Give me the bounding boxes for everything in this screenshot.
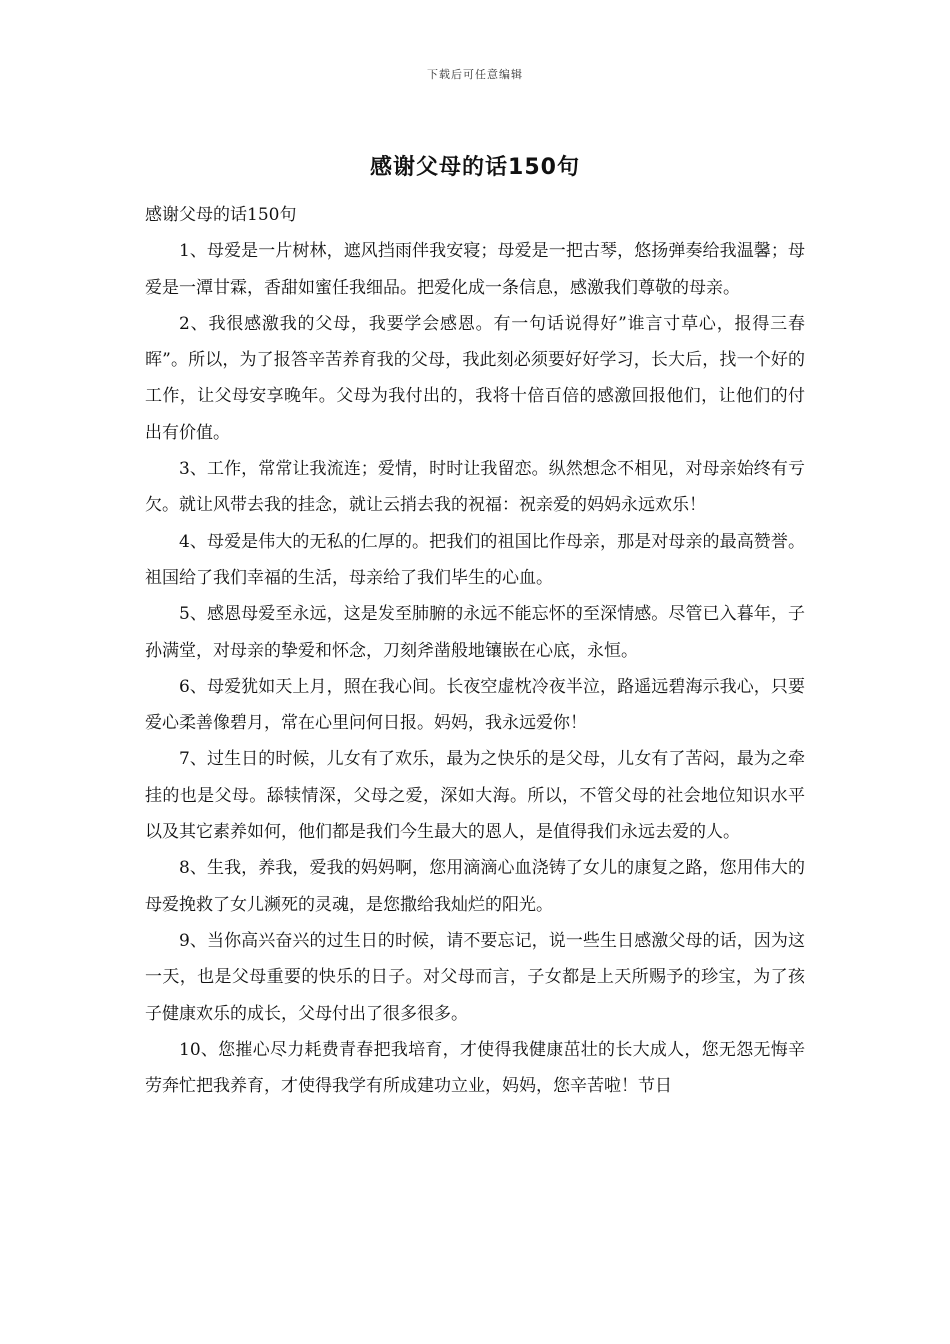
paragraph: 9、当你高兴奋兴的过生日的时候，请不要忘记，说一些生日感激父母的话，因为这一天，也是父母重要的快乐的日子。对父母而言，子女都是上天所赐予的珍宝，为了孩子健康欢乐的成长，父母付出了很多很多。 [145,930,805,1024]
paragraph: 10、您摧心尽力耗费青春把我培育，才使得我健康茁壮的长大成人，您无怨无悔辛劳奔忙把我养育，才使得我学有所成建功立业，妈妈，您辛苦啦！节日 [145,1039,805,1097]
paragraph: 4、母爱是伟大的无私的仁厚的。把我们的祖国比作母亲，那是对母亲的最高赞誉。祖国给了我们幸福的生活，母亲给了我们毕生的心血。 [145,531,805,588]
document-body [145,197,805,1104]
document-subtitle: 感谢父母的话150句 [145,205,297,225]
paragraph: 8、生我，养我，爱我的妈妈啊，您用滴滴心血浇铸了女儿的康复之路，您用伟大的母爱挽救了女儿濒死的灵魂，是您撒给我灿烂的阳光。 [145,858,805,915]
document-title: 感谢父母的话150句 [370,155,580,180]
page-header-note: 下载后可任意编辑 [427,68,523,81]
paragraph: 6、母爱犹如天上月，照在我心间。长夜空虚枕冷夜半泣，路遥远碧海示我心，只要爱心柔善像碧月，常在心里问何日报。妈妈，我永远爱你！ [145,676,805,734]
paragraph: 5、感恩母爱至永远，这是发至肺腑的永远不能忘怀的至深情感。尽管已入暮年，子孙满堂，对母亲的挚爱和怀念，刀刻斧凿般地镶嵌在心底，永恒。 [145,604,805,661]
paragraph: 2、我很感激我的父母，我要学会感恩。有一句话说得好”谁言寸草心，报得三春晖”。所以，为了报答辛苦养育我的父母，我此刻必须要好好学习，长大后，找一个好的工作，让父母安享晚年。父母为我付出的，我将十倍百倍的感激回报他们，让他们的付出有价值。 [145,313,805,443]
paragraph: 7、过生日的时候，儿女有了欢乐，最为之快乐的是父母，儿女有了苦闷，最为之牵挂的也是父母。舔犊情深，父母之爱，深如大海。所以，不管父母的社会地位知识水平以及其它素养如何，他们都是我们今生最大的恩人，是值得我们永远去爱的人。 [145,749,805,843]
paragraph: 1、母爱是一片树林，遮风挡雨伴我安寝；母爱是一把古琴，悠扬弹奏给我温馨；母爱是一潭甘霖，香甜如蜜任我细品。把爱化成一条信息，感激我们尊敬的母亲。 [145,241,805,298]
paragraph: 3、工作，常常让我流连；爱情，时时让我留恋。纵然想念不相见，对母亲始终有亏欠。就让风带去我的挂念，就让云捎去我的祝福：祝亲爱的妈妈永远欢乐！ [145,459,805,516]
